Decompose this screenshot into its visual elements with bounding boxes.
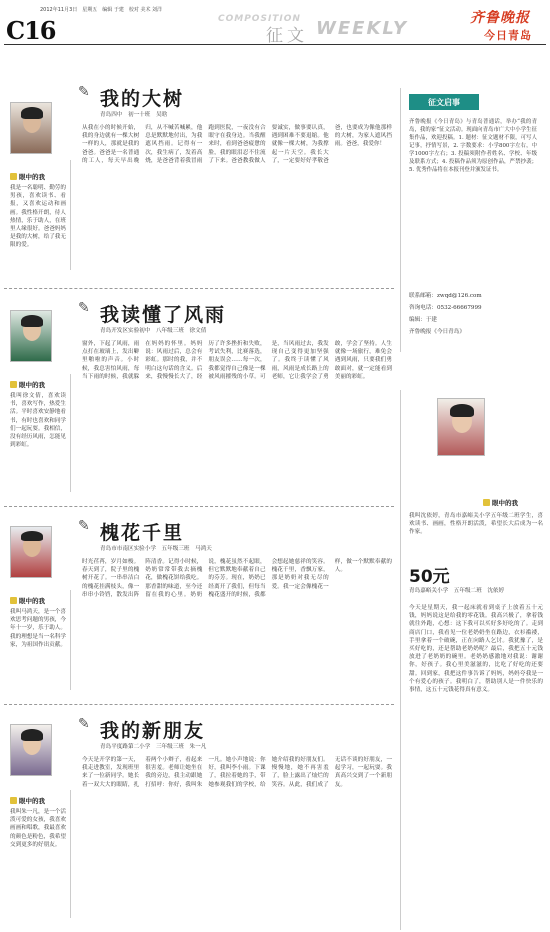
notice-phone: 咨询电话：0532-66667999 bbox=[409, 305, 482, 311]
author-photo bbox=[10, 724, 52, 776]
article-byline: 青岛市市南区实验小学 五年级三班 马鸿天 bbox=[100, 546, 212, 552]
notice-paper: 齐鲁晚报《今日青岛》 bbox=[409, 329, 465, 335]
pen-icon: ✎ bbox=[78, 518, 90, 534]
column-divider bbox=[70, 590, 71, 690]
header-composition: COMPOSITION bbox=[218, 14, 301, 24]
eye-marker-icon bbox=[10, 381, 17, 388]
article-title: 我的大树 bbox=[100, 88, 185, 110]
right-article bbox=[400, 390, 548, 930]
article-title: 槐花千里 bbox=[100, 522, 185, 544]
article-body: 今天是开学的第一天，我走进教室，发现班里来了一位新同学。她长着一双大大的眼睛，扎着两个小辫子，看起来很害羞。老师让她坐在我的旁边，我主动跟她打招呼：你好，我叫朱一凡。她小声地说：你好，我叫李小雨。下课了，我拉着她的手，带她参观我们的学校，给她介绍我的好朋友们。慢慢地，她不再害羞了，脸上露出了灿烂的笑容。从此，我们成了无话不谈的好朋友，一起学习，一起玩耍。我真高兴交到了一个新朋友。 bbox=[82, 757, 392, 788]
article-separator bbox=[4, 704, 394, 705]
eye-label: 眼中的我 bbox=[10, 596, 45, 605]
eye-marker-icon bbox=[10, 797, 17, 804]
article-title: 我的新朋友 bbox=[100, 720, 206, 742]
photo-hair-icon bbox=[21, 315, 43, 327]
article-byline: 青岛开发区实验初中 八年级三班 徐文倩 bbox=[100, 328, 207, 334]
notice-body: 齐鲁晚报《今日青岛》与青岛普通话，举办“我的青岛，我的家”征文活动。现面向青岛市广大中小学生征集作品，欢迎投稿。1. 题材：征文题材不限，可写人记事，抒情写景，2. 字数要求：小学800字左右，中学1000字左右；3. 投稿须附作者姓名、学校、年级及联系方式；4. 投稿作品须为原创作品，严禁抄袭；5. 优秀作品将在本报刊登并颁发证书。 bbox=[409, 119, 537, 173]
author-self-desc: 我是一名聪明、勤劳的男孩，喜欢读书、看报，又喜欢运动和画画。我性格开朗，待人热情，乐于助人，在班里人缘很好。爸爸妈妈是我的大树，给了我无限的爱。 bbox=[10, 185, 66, 249]
article-byline: 青岛平度路第二小学 三年级三班 朱一凡 bbox=[100, 744, 207, 750]
eye-marker-icon bbox=[483, 499, 490, 506]
page-number: C16 bbox=[6, 16, 56, 45]
notice-editor: 编辑：于建 bbox=[409, 317, 437, 323]
article-body: 从我在小的时候开始，我的身边就有一棵大树一样的人，那就是我的爸爸。爸爸是一名普通的工人，每天早出晚归，从不喊苦喊累，他总是默默地付出，为我遮风挡雨。记得有一次，我生病了，发着高烧，是爸爸背着我冒雨跑到医院，一夜没有合眼守在我身边。当我醒来时，看到爸爸疲惫的脸，我的眼泪忍不住流了下来。爸爸教我做人要诚实，做事要认真，遇到困难不要退缩。他就像一棵大树，为我撑起一片天空。我长大了，一定要好好孝敬爸爸，也要成为像他那样的大树，为家人遮风挡雨。爸爸，我爱你！ bbox=[82, 125, 392, 164]
header-zhengwen: 征文 bbox=[266, 26, 308, 46]
author-self-desc: 我叫徐文倩，喜欢读书，喜欢写作，热爱生活。平时喜欢安静地看书，有时也喜欢和同学们一起玩耍。我相信，没有经历风雨，怎能见到彩虹。 bbox=[10, 393, 66, 449]
notice-box bbox=[400, 88, 544, 352]
eye-label: 眼中的我 bbox=[10, 380, 45, 389]
author-self-desc: 我叫沈依婷，青岛市嘉峪关小学五年级二班学生，喜欢读书、画画，性格开朗活泼，希望长大后成为一名作家。 bbox=[409, 513, 543, 536]
eye-label: 眼中的我 bbox=[10, 796, 45, 805]
article-2 bbox=[0, 294, 400, 500]
photo-hair-icon bbox=[450, 404, 474, 417]
column-divider bbox=[70, 790, 71, 918]
author-photo bbox=[10, 526, 52, 578]
article-separator bbox=[4, 506, 394, 507]
newspaper-logo: 齐鲁晚报 bbox=[470, 10, 530, 26]
photo-hair-icon bbox=[21, 531, 43, 541]
author-photo bbox=[10, 102, 52, 154]
column-divider bbox=[70, 374, 71, 492]
author-photo bbox=[437, 398, 485, 456]
pen-icon: ✎ bbox=[78, 84, 90, 100]
article-title: 我读懂了风雨 bbox=[100, 304, 227, 326]
header-meta: 2012年11月3日 星期五 编辑 于建 校对 美术 刘洋 bbox=[40, 7, 163, 13]
notice-email[interactable]: 联系邮箱：zwqd@126.com bbox=[409, 293, 482, 299]
right-article-body: 今天是星期天，我一起床就看到桌子上放着五十元钱，妈妈说这是给我的零花钱。我高兴极了，拿着钱就往外跑，心想：这下我可以买好多好吃的了。走到商店门口，我看见一位老奶奶坐在路边，衣衫褴褛，手里拿着一个破碗，正在向路人乞讨。我犹豫了，是买好吃的，还是帮助老奶奶呢？最后，我把五十元钱放进了老奶奶的碗里。老奶奶感激地对我说：谢谢你，好孩子。我心里美滋滋的，比吃了好吃的还要甜。回到家，我把这件事告诉了妈妈，妈妈夸我是一个有爱心的孩子。我明白了，帮助别人是一件快乐的事情，这五十元钱花得真有意义。 bbox=[409, 605, 543, 694]
article-4 bbox=[0, 710, 400, 928]
article-byline: 青岛四中 初一十班 吴晗 bbox=[100, 112, 168, 118]
article-1 bbox=[0, 80, 400, 280]
eye-label: 眼中的我 bbox=[10, 172, 45, 181]
header-weekly: WEEKLY bbox=[316, 18, 409, 39]
pen-icon: ✎ bbox=[78, 716, 90, 732]
right-article-byline: 青岛嘉峪关小学 五年级二班 沈依婷 bbox=[409, 588, 505, 594]
right-article-title: 50元 bbox=[409, 567, 450, 587]
eye-marker-icon bbox=[10, 597, 17, 604]
header-rule bbox=[4, 44, 546, 45]
photo-hair-icon bbox=[21, 729, 43, 741]
eye-marker-icon bbox=[10, 173, 17, 180]
eye-label: 眼中的我 bbox=[483, 498, 518, 507]
notice-tag: 征文启事 bbox=[409, 94, 479, 110]
author-self-desc: 我叫朱一凡，是一个活泼可爱的女孩，我喜欢画画和唱歌，我最喜欢的颜色是粉色，我希望交到更多的好朋友。 bbox=[10, 809, 66, 848]
author-photo bbox=[10, 310, 52, 362]
pen-icon: ✎ bbox=[78, 300, 90, 316]
author-self-desc: 我叫马鸿天，是一个喜欢思考问题的男孩，今年十一岁，乐于助人。我的理想是当一名科学家，为祖国作出贡献。 bbox=[10, 609, 66, 648]
article-separator bbox=[4, 288, 394, 289]
column-divider bbox=[70, 160, 71, 270]
newspaper-logo-sub: 今日青岛 bbox=[484, 29, 532, 42]
article-body: 时光荏苒，岁月如梭。春天到了，院子里的槐树开花了。一串串洁白的槐花挂满枝头，像一串串小铃铛，散发出阵阵清香。记得小时候，奶奶常常带我去摘槐花，做槐花饼给我吃。那香甜的味道，至今还留在我的心里。奶奶说，槐花虽然不起眼，但它默默地奉献着自己的芬芳。现在，奶奶已经离开了我们，但每当槐花盛开的时候，我都会想起她慈祥的笑容。槐花千里，香飘万家，那是奶奶对我无尽的爱。我一定会像槐花一样，做一个默默奉献的人。 bbox=[82, 559, 392, 598]
article-3 bbox=[0, 512, 400, 698]
photo-hair-icon bbox=[21, 107, 43, 119]
page-header bbox=[0, 0, 550, 48]
article-body: 窗外，下起了风雨，雨点打在玻璃上，发出噼里啪啦的声音。小时候，我总害怕风雨，每当下雨的时候，我就躲在妈妈的怀里。妈妈说：风雨过后，总会有彩虹。那时的我，并不明白这句话的含义。后来，我慢慢长大了，经历了许多挫折和失败，考试失利，比赛落选，朋友误会……每一次，我都觉得自己像是一棵被风雨摧残的小草。可是，当风雨过去，我发现自己变得更加坚强了。我终于读懂了风雨，风雨是成长路上的老师，它让我学会了勇敢，学会了坚持。人生就像一场旅行，难免会遇到风雨，只要我们勇敢面对，就一定能看到美丽的彩虹。 bbox=[82, 341, 392, 380]
